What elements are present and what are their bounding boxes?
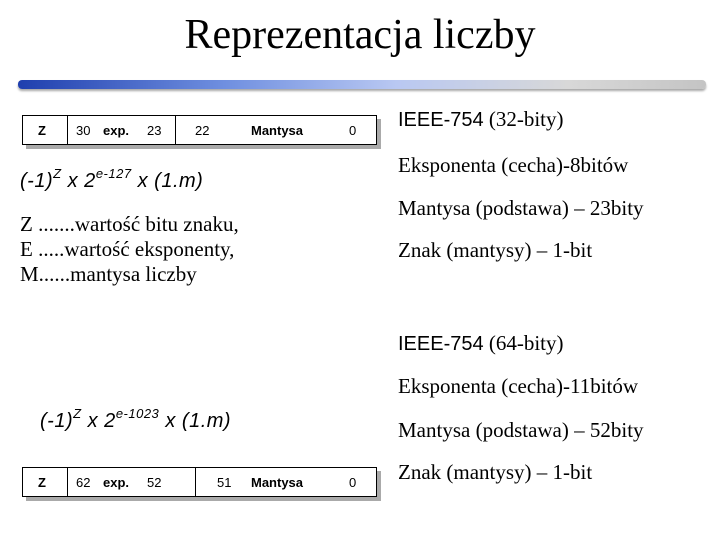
formula-32bit (20, 166, 204, 193)
formula-sign-exponent: Z (73, 406, 82, 421)
register-sign-field: Z (38, 474, 46, 490)
ieee64-exponent: Eksponenta (cecha)-11bitów (398, 374, 639, 398)
register-sign-field: Z (38, 122, 46, 138)
register-mantissa-low-bit: 0 (349, 122, 357, 138)
ieee64-standard: IEEE-754 (398, 333, 484, 355)
register-divider (175, 116, 176, 144)
definition-m: M......mantysa liczby (20, 262, 197, 286)
slide-title: Reprezentacja liczby (184, 12, 536, 58)
formula-base: (-1) (20, 170, 54, 192)
formula-base: (-1) (40, 410, 74, 432)
register-exp-label: exp. (103, 474, 130, 490)
register-exp-low-bit: 52 (147, 474, 162, 490)
ieee32-size: (32-bity) (483, 107, 564, 131)
ieee64-sign: Znak (mantysy) – 1-bit (398, 460, 593, 484)
formula-exponent: e-1023 (115, 406, 160, 421)
formula-64bit (40, 406, 232, 433)
formula-tail: x (1.m) (131, 170, 204, 192)
formula-tail: x (1.m) (159, 410, 232, 432)
formula-sign-exponent: Z (53, 166, 62, 181)
ieee64-heading (398, 331, 564, 356)
ieee32-heading (398, 107, 564, 132)
register-divider (67, 116, 68, 144)
register-32bit (22, 115, 377, 145)
formula-mid: x 2 (61, 170, 96, 192)
ieee32-sign: Znak (mantysy) – 1-bit (398, 238, 593, 262)
register-mantissa-high-bit: 51 (217, 474, 232, 490)
register-divider (67, 468, 68, 496)
ieee64-mantissa: Mantysa (podstawa) – 52bity (398, 418, 644, 442)
ieee32-standard: IEEE-754 (398, 109, 484, 131)
formula-exponent: e-127 (95, 166, 132, 181)
ieee64-size: (64-bity) (483, 331, 564, 355)
register-divider (195, 468, 196, 496)
register-exp-high-bit: 62 (76, 474, 91, 490)
definition-e: E .....wartość eksponenty, (20, 237, 235, 261)
formula-mid: x 2 (81, 410, 116, 432)
symbol-definitions (20, 212, 239, 287)
register-mantissa-label: Mantysa (251, 474, 304, 490)
register-mantissa-high-bit: 22 (195, 122, 210, 138)
register-mantissa-label: Mantysa (251, 122, 304, 138)
register-exp-label: exp. (103, 122, 130, 138)
ieee32-exponent: Eksponenta (cecha)-8bitów (398, 153, 629, 177)
ieee32-mantissa: Mantysa (podstawa) – 23bity (398, 196, 644, 220)
register-exp-high-bit: 30 (76, 122, 91, 138)
register-64bit (22, 467, 377, 497)
register-mantissa-low-bit: 0 (349, 474, 357, 490)
register-exp-low-bit: 23 (147, 122, 162, 138)
definition-z: Z .......wartość bitu znaku, (20, 212, 239, 236)
title-underline-bar (18, 80, 706, 89)
